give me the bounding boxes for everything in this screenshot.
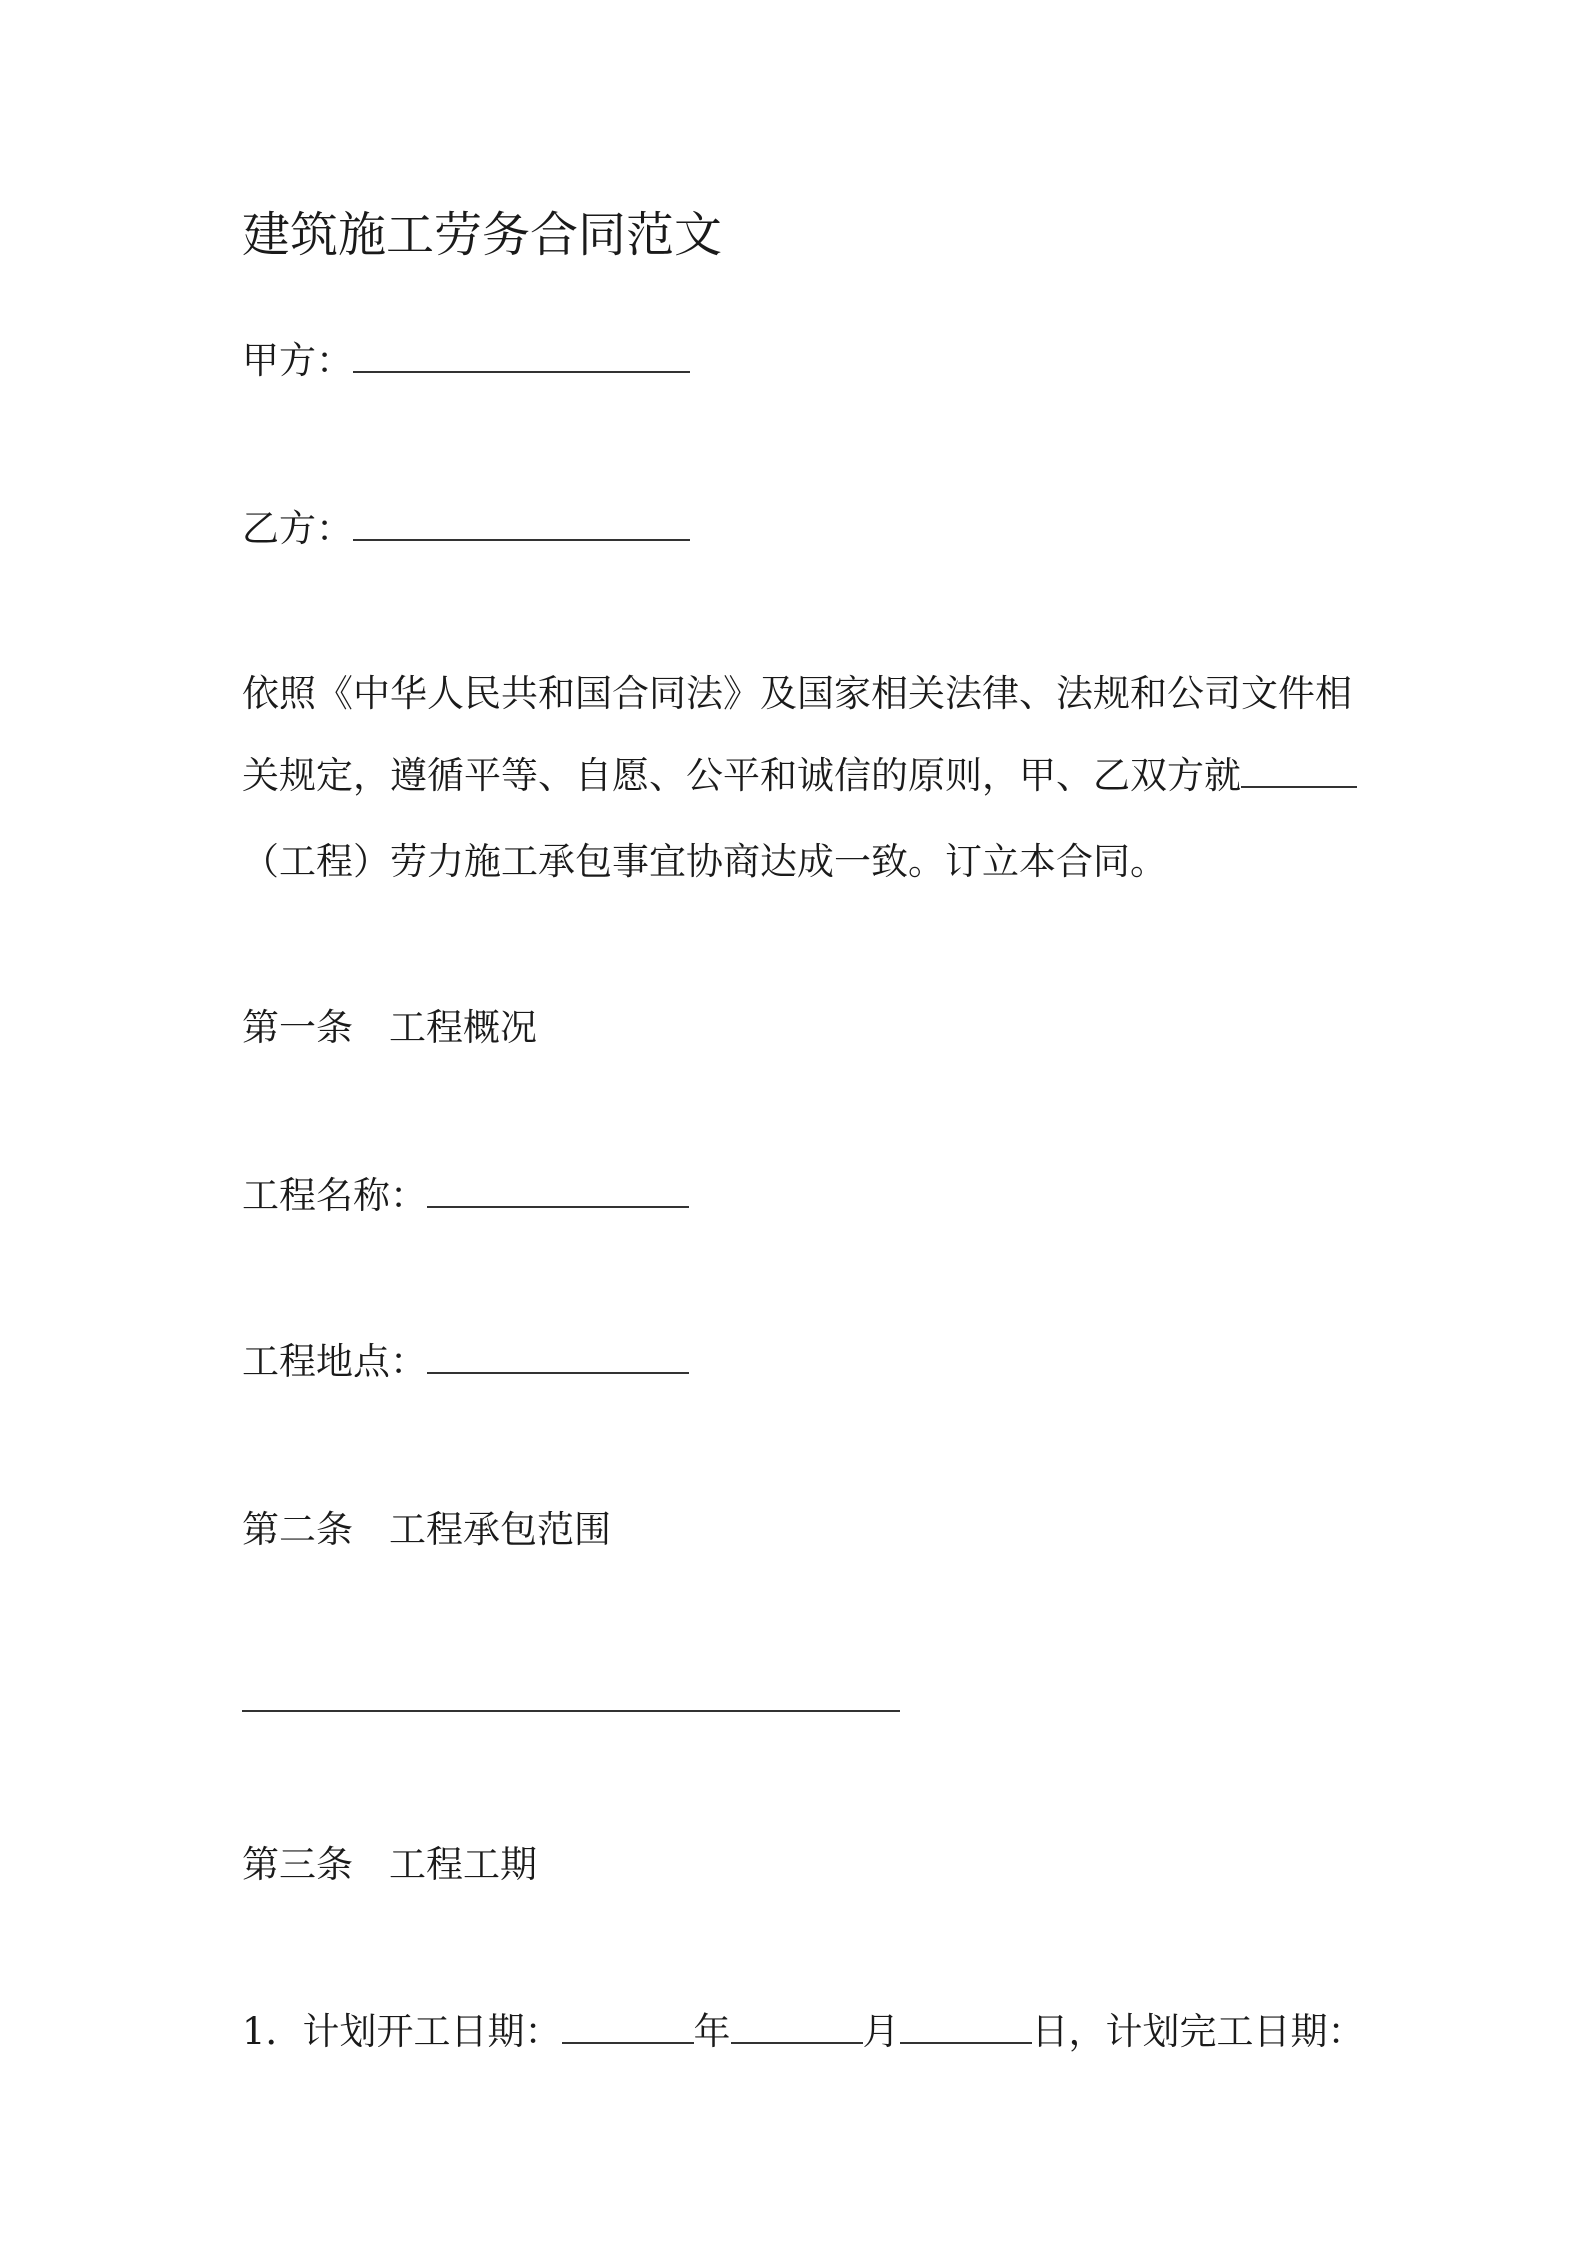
scope-line — [242, 1676, 900, 1724]
start-month-blank — [731, 2012, 863, 2044]
article-2-heading — [242, 1506, 611, 1554]
party-b-line — [242, 505, 690, 553]
party-b-label: 乙方： — [242, 507, 353, 550]
project-location-line — [242, 1338, 689, 1386]
project-name-line — [242, 1172, 689, 1220]
party-a-label: 甲方： — [242, 339, 353, 382]
intro-line-2-row — [242, 752, 1357, 800]
intro-line-2: 关规定，遵循平等、自愿、公平和诚信的原则，甲、乙双方就 — [242, 754, 1241, 797]
intro-line-1: 依照《中华人民共和国合同法》及国家相关法律、法规和公司文件相 — [242, 672, 1352, 715]
month-label: 月 — [862, 2010, 900, 2053]
party-a-line — [242, 337, 690, 385]
party-a-blank — [353, 341, 690, 373]
schedule-prefix: 1．计划开工日期： — [242, 2010, 562, 2053]
day-suffix: 日，计划完工日期： — [1031, 2010, 1365, 2053]
year-label: 年 — [693, 2010, 731, 2053]
article-2-number: 第二条 — [242, 1508, 353, 1551]
scope-blank — [242, 1680, 900, 1712]
article-1-title: 工程概况 — [389, 1006, 537, 1049]
article-3-heading — [242, 1841, 537, 1889]
schedule-line — [242, 2008, 1365, 2056]
party-b-blank — [353, 509, 690, 541]
article-2-title: 工程承包范围 — [389, 1508, 611, 1551]
article-1-heading — [242, 1004, 537, 1052]
intro-line-3: （工程）劳力施工承包事宜协商达成一致。订立本合同。 — [242, 840, 1167, 883]
article-1-number: 第一条 — [242, 1006, 353, 1049]
project-location-blank — [427, 1342, 689, 1374]
project-location-label: 工程地点： — [242, 1340, 427, 1383]
document-title: 建筑施工劳务合同范文 — [242, 207, 723, 263]
start-year-blank — [562, 2012, 694, 2044]
article-3-number: 第三条 — [242, 1843, 353, 1886]
article-3-title: 工程工期 — [389, 1843, 537, 1886]
start-day-blank — [900, 2012, 1032, 2044]
project-name-blank — [427, 1176, 689, 1208]
project-name-label: 工程名称： — [242, 1174, 427, 1217]
project-blank — [1241, 756, 1357, 788]
